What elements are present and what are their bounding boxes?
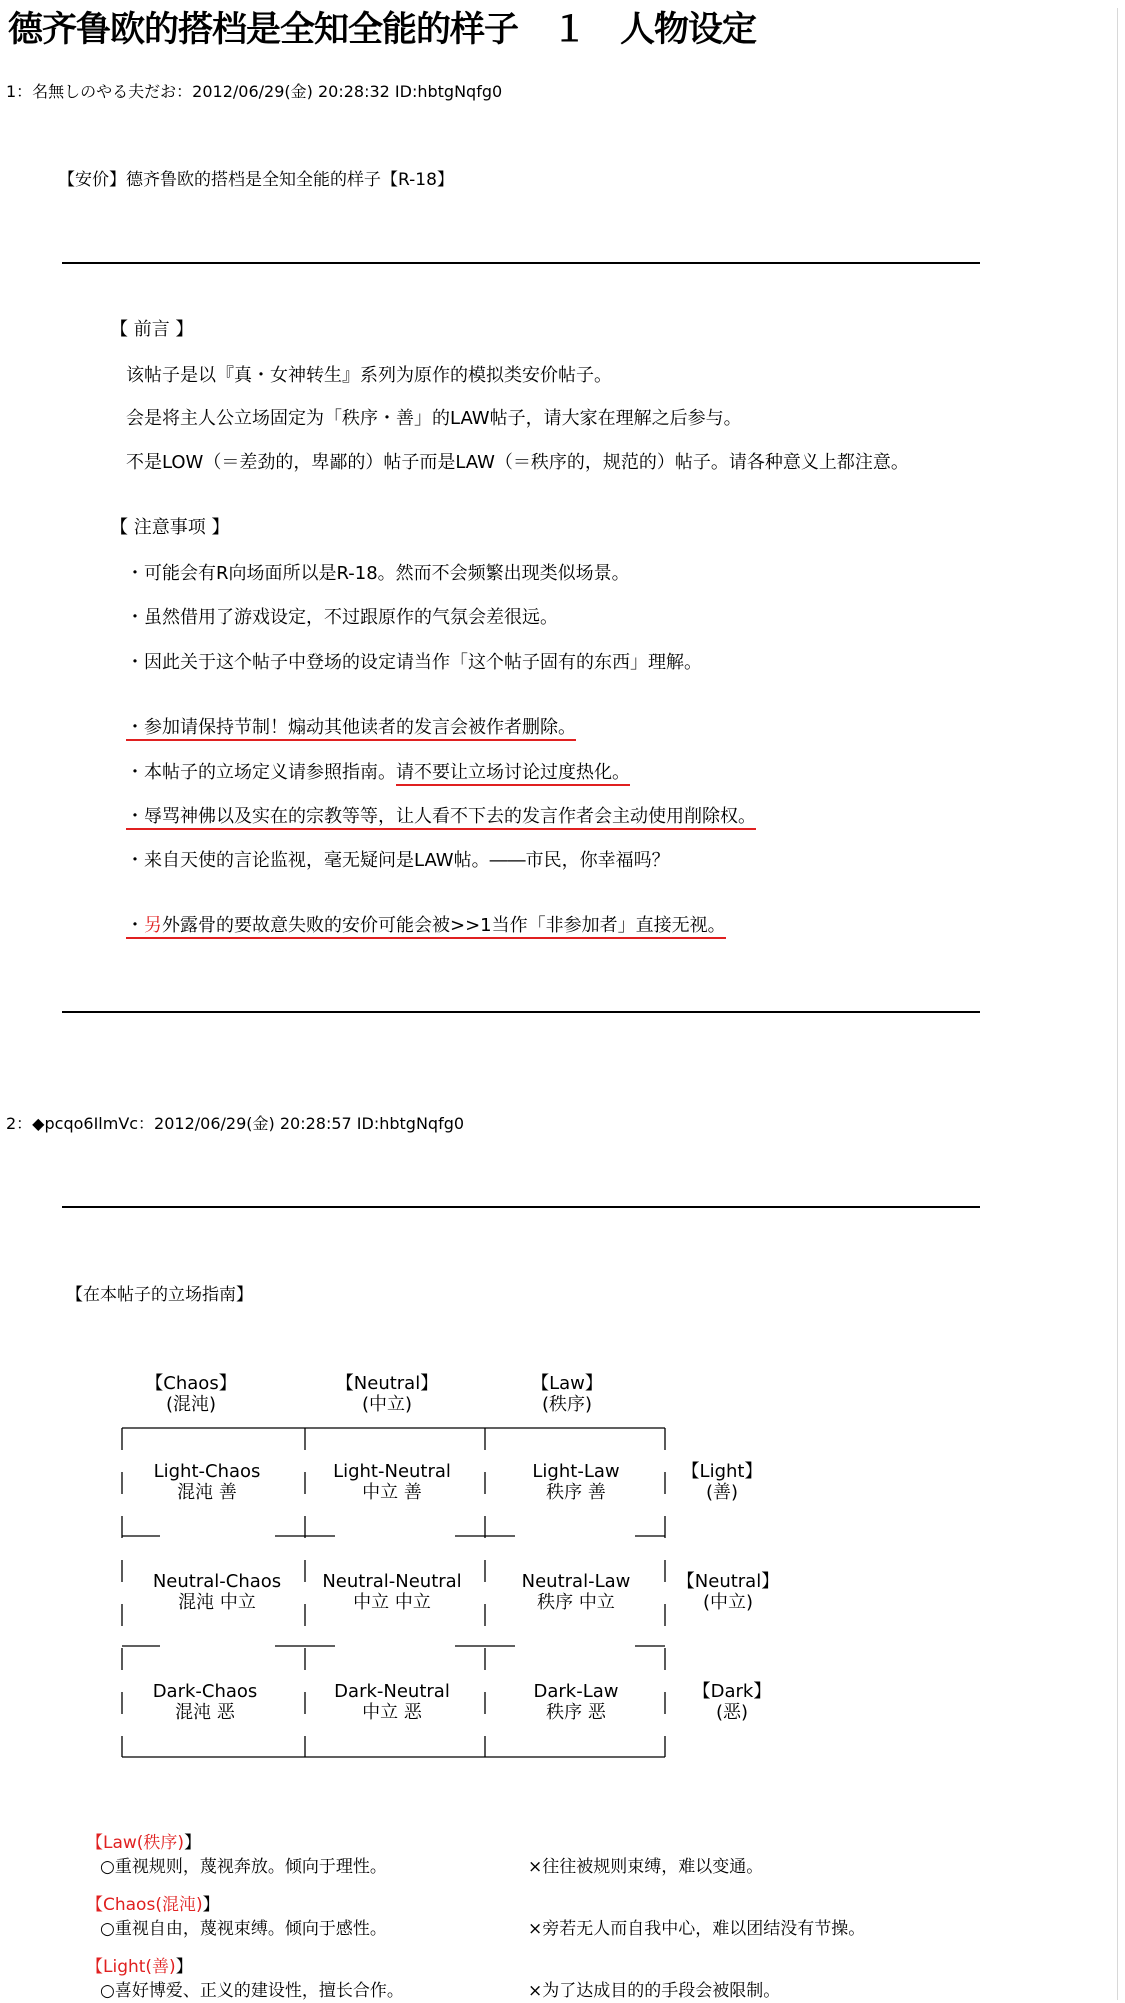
alignment-light-heading: 【Light(善)】 (86, 1957, 193, 1977)
preface-line: 不是LOW（＝差劲的，卑鄙的）帖子而是LAW（＝秩序的，规范的）帖子。请各种意义上都注意。 (126, 452, 909, 473)
notes-heading: 【 注意事项 】 (110, 517, 230, 538)
cell-neutral-neutral: Neutral-Neutral 中立 中立 (322, 1571, 462, 1613)
warning-rest: 外露骨的要故意失败的安价可能会被>>1当作「非参加者」直接无视。 (162, 915, 726, 936)
guide-heading: 【在本帖子的立场指南】 (66, 1285, 253, 1305)
warning-line: ・来自天使的言论监视，毫无疑问是LAW帖。――市民，你幸福吗？ (126, 850, 670, 871)
alignment-law-con: ×往往被规则束缚，难以变通。 (528, 1857, 764, 1877)
cell-dark-neutral: Dark-Neutral 中立 恶 (334, 1681, 450, 1723)
cell-light-law: Light-Law 秩序 善 (532, 1461, 620, 1503)
warning-bullet: ・ (126, 915, 144, 936)
alignment-chaos-pro: ○重视自由，蔑视束缚。倾向于感性。 (100, 1919, 387, 1939)
note-line: ・可能会有R向场面所以是R-18。然而不会频繁出现类似场景。 (126, 563, 630, 584)
note-line: ・因此关于这个帖子中登场的设定请当作「这个帖子固有的东西」理解。 (126, 652, 702, 673)
col-header-chaos: 【Chaos】 (混沌) (145, 1373, 237, 1415)
cell-light-chaos: Light-Chaos 混沌 善 (153, 1461, 261, 1503)
cell-dark-law: Dark-Law 秩序 恶 (533, 1681, 619, 1723)
cell-neutral-law: Neutral-Law 秩序 中立 (521, 1571, 631, 1613)
post-2-header: 2：◆pcqo6IlmVc：2012/06/29(金) 20:28:57 ID:hbtgNqfg0 (6, 1114, 465, 1133)
col-header-law: 【Law】 (秩序) (531, 1373, 603, 1415)
cell-neutral-chaos: Neutral-Chaos 混沌 中立 (152, 1571, 282, 1613)
alignment-light-con: ×为了达成目的的手段会被限制。 (528, 1981, 781, 2001)
preface-line: 该帖子是以『真・女神转生』系列为原作的模拟类安价帖子。 (126, 365, 612, 386)
page-title: 德齐鲁欧的搭档是全知全能的样子 １ 人物设定 (8, 10, 757, 50)
cell-light-neutral: Light-Neutral 中立 善 (333, 1461, 451, 1503)
row-header-light: 【Light】 (善) (681, 1461, 763, 1503)
warning-underlined: 请不要让立场讨论过度热化。 (396, 762, 630, 786)
preface-heading: 【 前言 】 (110, 319, 194, 340)
warning-text: ・本帖子的立场定义请参照指南。 (126, 762, 396, 783)
row-header-neutral: 【Neutral】 (中立) (676, 1571, 780, 1613)
alignment-chaos-heading: 【Chaos(混沌)】 (86, 1895, 220, 1915)
alignment-law-heading: 【Law(秩序)】 (86, 1833, 202, 1853)
post-1-intro: 【安价】德齐鲁欧的搭档是全知全能的样子【R-18】 (58, 170, 454, 190)
row-header-dark: 【Dark】 (恶) (692, 1681, 772, 1723)
cell-dark-chaos: Dark-Chaos 混沌 恶 (152, 1681, 258, 1723)
col-header-neutral: 【Neutral】 (中立) (335, 1373, 439, 1415)
warning-red-char: 另 (144, 915, 162, 936)
alignment-chaos-con: ×旁若无人而自我中心，难以团结没有节操。 (528, 1919, 866, 1939)
preface-line: 会是将主人公立场固定为「秩序・善」的LAW帖子，请大家在理解之后参与。 (126, 408, 742, 429)
alignment-light-pro: ○喜好博爱、正义的建设性，擅长合作。 (100, 1981, 404, 2001)
post-1-header: 1：名無しのやる夫だお：2012/06/29(金) 20:28:32 ID:hbtgNqfg0 (6, 82, 503, 101)
warning-underlined: ・辱骂神佛以及实在的宗教等等，让人看不下去的发言作者会主动使用削除权。 (126, 806, 756, 830)
alignment-law-pro: ○重视规则，蔑视奔放。倾向于理性。 (100, 1857, 387, 1877)
warning-underlined: ・参加请保持节制！煽动其他读者的发言会被作者删除。 (126, 717, 576, 741)
note-line: ・虽然借用了游戏设定，不过跟原作的气氛会差很远。 (126, 607, 558, 628)
